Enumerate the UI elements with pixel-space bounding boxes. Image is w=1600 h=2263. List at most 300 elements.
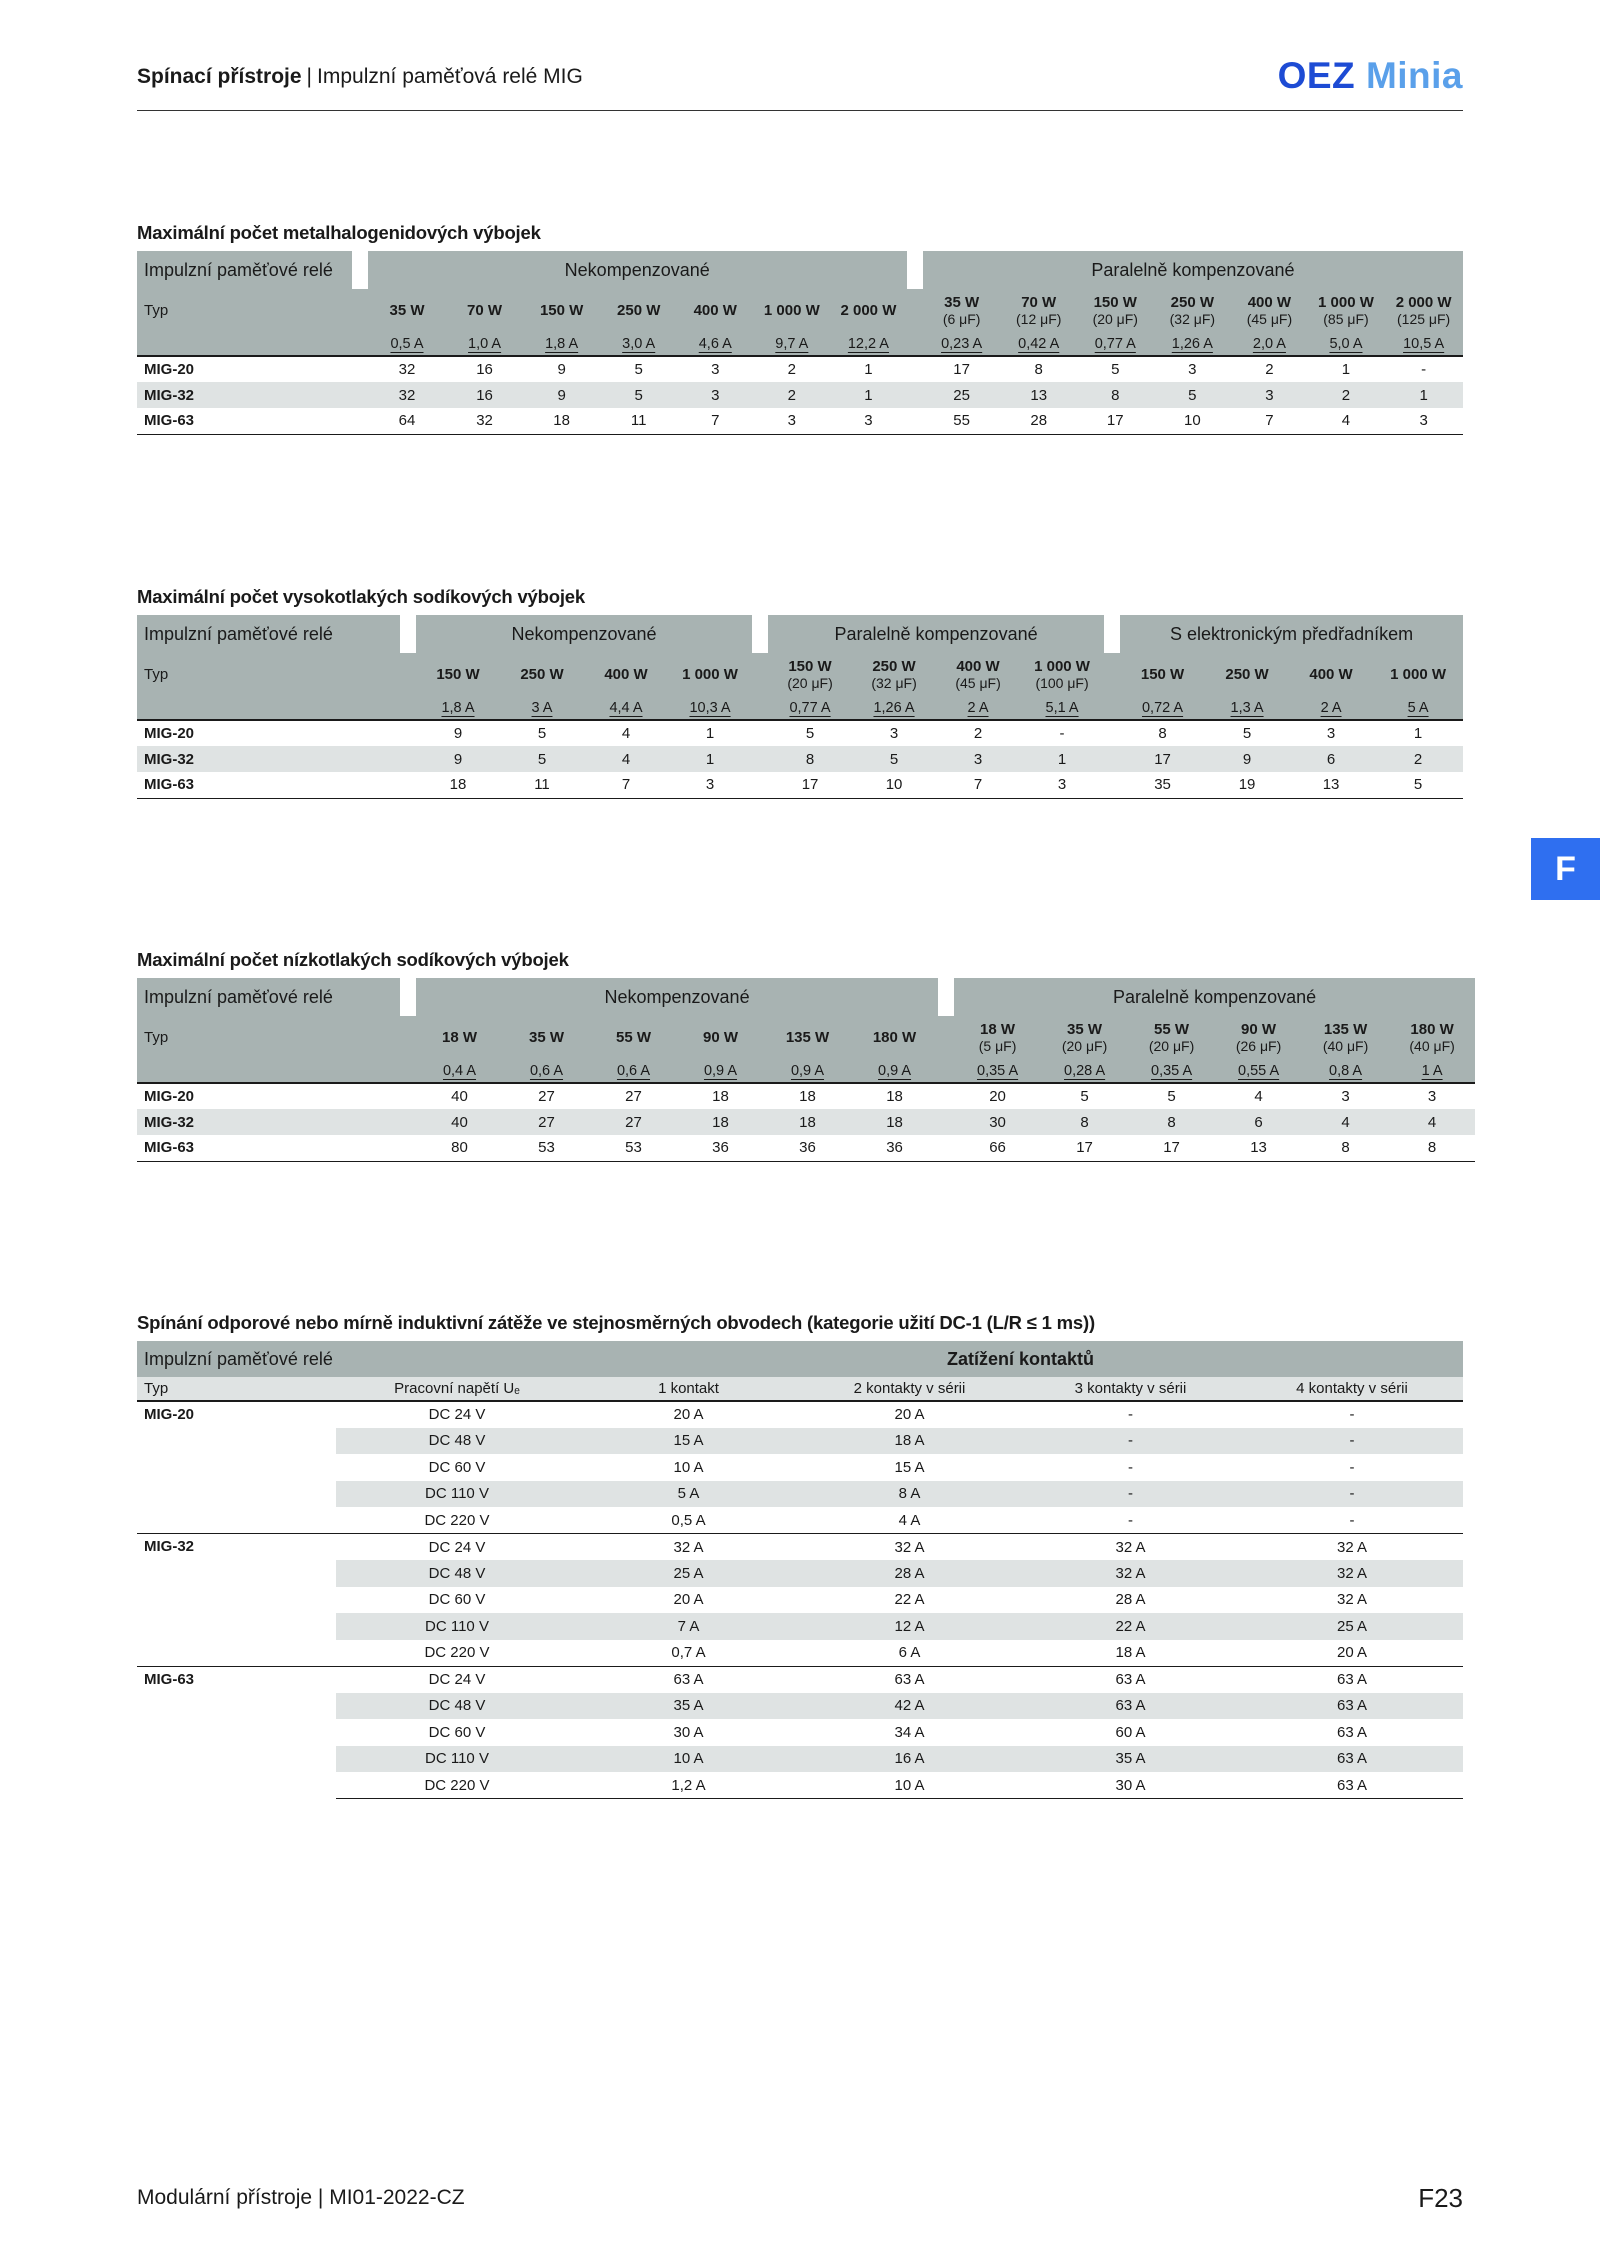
lamp-count: 6 [1289,746,1373,772]
lamp-count: 1 [1020,746,1104,772]
header-bar-row [137,1341,1463,1377]
lamp-power: 150 W [1140,666,1185,683]
lamp-count: 1 [830,382,907,408]
lamp-count: 3 [830,408,907,434]
watt-header [1120,653,1205,696]
type-label: Typ [137,289,352,332]
lamp-power: 2 000 W [840,302,897,319]
watt-header [1373,653,1463,696]
header-bar-row [137,978,1475,1016]
capacitance: (20 μF) [1148,1038,1195,1054]
lamp-count: 32 [398,361,416,378]
contact-current: 63 A [1241,1666,1463,1693]
column-gap [400,1109,416,1135]
contact-current: 20 A [1336,1644,1368,1661]
lamp-count: 53 [590,1135,677,1161]
lamp-count: 5 [1080,1088,1089,1105]
lamp-power: 180 W [872,1029,917,1046]
lamp-count: 27 [538,1088,555,1105]
contact-current: 15 A [894,1458,925,1476]
lamp-count: 36 [677,1135,764,1161]
lamp-count: 1 [864,361,873,378]
column-gap [1104,653,1120,696]
contact-current: 63 A [1020,1666,1241,1693]
watt-header [677,289,754,332]
column-gap [1104,720,1120,746]
lamp-count: 4 [1302,1109,1389,1135]
watt-header-row [137,289,1463,332]
column-gap [400,720,416,746]
lamp-count: 3 [1384,408,1463,434]
contact-current: 16 A [799,1746,1020,1773]
operating-voltage: DC 60 V [428,1458,486,1476]
lamp-count: 5 [1154,382,1232,408]
contact-current: 32 A [1241,1560,1463,1587]
contact-current: 63 A [578,1666,799,1693]
watt-header [668,653,752,696]
lamp-count: 3 [1326,725,1336,742]
lamp-current: 0,28 A [1041,1059,1128,1083]
column-gap [352,332,368,356]
lamp-count: 3 [1341,1088,1350,1105]
lamp-count: 18 [416,772,500,798]
column-gap [1104,746,1120,772]
lamp-power: 1 000 W [1318,294,1374,311]
current-row [137,332,1463,356]
lamp-power: 135 W [785,1029,830,1046]
relay-label: Impulzní paměťové relé [137,251,352,289]
lamp-count: 2 [1373,746,1463,772]
contact-current: 10 A [578,1746,799,1773]
lamp-count: 4 [584,746,668,772]
contact-current: 32 A [1020,1534,1241,1561]
lamp-count: 2 [973,725,983,742]
table-row [137,1746,1463,1773]
lamp-count: 5 [600,382,677,408]
lamp-current: 0,55 A [1215,1059,1302,1083]
column-gap [1104,696,1120,720]
relay-type: MIG-63 [137,1135,400,1161]
dc-header-row [137,1377,1463,1401]
contact-current: - [1128,1511,1133,1529]
lamp-current: 5,0 A [1308,332,1385,356]
lamp-count: 8 [1389,1135,1475,1161]
lamp-current: 1,3 A [1205,696,1289,720]
contact-current: 35 A [1020,1746,1241,1773]
contact-current: - [1349,1406,1355,1424]
lamp-current: 2 A [936,696,1020,720]
contact-current: 30 A [673,1723,704,1741]
lamp-count: 32 [368,382,447,408]
breadcrumb-subtitle: Impulzní paměťová relé MIG [317,65,583,88]
contact-current: 63 A [799,1666,1020,1693]
group-label: Nekompenzované [416,978,938,1016]
lamp-power: 400 W [693,302,737,319]
lamp-current: 5,1 A [1020,696,1104,720]
contact-current: - [1128,1458,1133,1476]
lamp-count: 17 [953,361,970,378]
column-gap [907,382,923,408]
lamp-current: 0,9 A [851,1059,938,1083]
lamp-current: 1,0 A [446,332,523,356]
contact-count-label: 3 kontakty v sérii [1020,1377,1241,1401]
contact-current: 22 A [894,1591,925,1609]
contact-current: 35 A [578,1693,799,1720]
relay-type: MIG-20 [144,361,195,378]
watt-header [503,1016,590,1059]
footer-catalog: Modulární přístroje | MI01-2022-CZ [137,2186,465,2209]
column-gap [400,1083,416,1109]
type-label: Typ [137,1016,400,1059]
operating-voltage: DC 220 V [336,1772,578,1799]
current-row [137,1059,1475,1083]
brand-logo [1278,55,1463,97]
table1-title: Maximální počet metalhalogenidových výbojek [137,222,541,243]
watt-header [851,1016,938,1059]
group-label: Nekompenzované [368,251,907,289]
operating-voltage: DC 220 V [424,1644,490,1661]
operating-voltage: DC 24 V [336,1534,578,1561]
relay-type: MIG-32 [137,1534,336,1667]
lamp-count: 17 [1077,408,1154,434]
lamp-current: 0,6 A [503,1059,590,1083]
lamp-power: 1 000 W [682,666,738,683]
capacitance: (6 μF) [942,311,981,327]
table-row [137,1428,1463,1455]
lamp-power: 55 W [615,1029,651,1046]
voltage-label: Pracovní napětí Uₑ [336,1377,578,1401]
lamp-power: 150 W [1093,294,1137,311]
watt-header [1000,289,1077,332]
lamp-count: 9 [453,725,463,742]
contact-current: - [1349,1511,1355,1529]
watt-header [954,1016,1041,1059]
operating-voltage: DC 110 V [336,1481,578,1508]
table-row [137,772,1463,798]
contact-current: - [1128,1406,1133,1424]
contact-current: 34 A [894,1723,925,1741]
watt-header [584,653,668,696]
watt-header [446,289,523,332]
contact-current: 32 A [1336,1591,1368,1609]
lamp-power: 70 W [1021,294,1057,311]
lamp-power: 18 W [980,1021,1016,1038]
column-gap [352,408,368,434]
lamp-current: 10,5 A [1384,332,1463,356]
relay-label: Impulzní paměťové relé [137,615,400,653]
column-gap [400,746,416,772]
lamp-current: 4,4 A [584,696,668,720]
column-gap [400,1016,416,1059]
contact-current: 32 A [578,1534,799,1561]
column-gap [352,382,368,408]
lamp-current: 0,35 A [954,1059,1041,1083]
column-gap [352,251,368,289]
lamp-power: 35 W [1067,1021,1103,1038]
lamp-count: 13 [1215,1135,1302,1161]
watt-header [1289,653,1373,696]
operating-voltage: DC 48 V [336,1428,578,1455]
contact-current: 63 A [1241,1693,1463,1720]
lamp-count: 5 [1111,361,1120,378]
column-gap [907,356,923,382]
lamp-count: 19 [1205,772,1289,798]
lamp-count: 1 [1384,382,1463,408]
lamp-current: 2 A [1289,696,1373,720]
metal-halide-table [137,251,1463,435]
relay-label: Impulzní paměťové relé [137,978,400,1016]
lamp-count: 5 [852,746,936,772]
lamp-count: 9 [557,361,566,378]
column-gap [907,408,923,434]
contact-current: 30 A [1020,1772,1241,1799]
current-row [137,696,1463,720]
lamp-count: 7 [677,408,754,434]
watt-header [1041,1016,1128,1059]
watt-header-row [137,1016,1475,1059]
lamp-count: 1 [1341,361,1351,378]
contact-current: 5 A [578,1481,799,1508]
contact-current: 18 A [799,1428,1020,1455]
lamp-count: 7 [584,772,668,798]
contact-current: 20 A [894,1406,925,1424]
lamp-count: 10 [852,772,936,798]
lamp-count: 8 [1077,382,1154,408]
capacitance: (45 μF) [955,675,1001,691]
capacitance: (32 μF) [1169,311,1216,327]
lamp-current: 3,0 A [600,332,677,356]
capacitance: (40 μF) [1409,1038,1455,1054]
watt-header [764,1016,851,1059]
lamp-count: 30 [954,1109,1041,1135]
contact-current: - [1241,1481,1463,1508]
capacitance: (125 μF) [1397,311,1451,327]
contact-current: 6 A [898,1644,921,1661]
column-gap [1104,615,1120,653]
capacitance: (20 μF) [787,675,833,691]
lamp-power: 250 W [617,302,661,319]
column-gap [752,720,768,746]
type-label: Typ [137,1377,336,1401]
lamp-count: 5 [1373,772,1463,798]
lamp-count: 18 [886,1088,903,1105]
column-gap [752,696,768,720]
lamp-current: 2,0 A [1231,332,1308,356]
lamp-current: 0,72 A [1120,696,1205,720]
watt-header [754,289,831,332]
capacitance: (85 μF) [1323,311,1369,327]
watt-header [830,289,907,332]
lamp-power: 180 W [1410,1021,1454,1038]
capacitance: (40 μF) [1322,1038,1369,1054]
lamp-count: 3 [889,725,899,742]
watt-header [1302,1016,1389,1059]
lamp-count: 6 [1215,1109,1302,1135]
lamp-count: 13 [1000,382,1077,408]
lamp-count: 27 [625,1088,642,1105]
lamp-count: 40 [451,1088,468,1105]
watt-header [852,653,936,696]
lamp-power: 35 W [528,1029,564,1046]
lamp-power: 90 W [702,1029,738,1046]
lamp-current: 4,6 A [677,332,754,356]
column-gap [400,696,416,720]
lamp-power: 150 W [788,658,832,675]
contact-current: 63 A [1241,1746,1463,1773]
table-row [137,356,1463,382]
column-gap [938,1135,954,1161]
lamp-count: 3 [1231,382,1308,408]
table-row [137,1560,1463,1587]
contact-current: 63 A [1241,1772,1463,1799]
lamp-count: 18 [799,1088,816,1105]
table-row [137,1109,1475,1135]
operating-voltage: DC 60 V [428,1723,486,1741]
lamp-count: 3 [711,361,720,378]
lamp-power: 250 W [1170,294,1215,311]
operating-voltage: DC 110 V [336,1613,578,1640]
contact-current: 4 A [898,1511,921,1529]
lamp-count: 5 [634,361,643,378]
lamp-power: 18 W [441,1029,477,1046]
operating-voltage: DC 24 V [336,1666,578,1693]
breadcrumb-section: Spínací přístroje [137,65,302,88]
table-row [137,1401,1463,1428]
lamp-current: 0,9 A [764,1059,851,1083]
lamp-count: 2 [1265,361,1274,378]
lamp-count: 4 [1308,408,1385,434]
current-row-label [137,696,400,720]
lamp-current: 0,77 A [768,696,852,720]
lamp-count: - [1421,361,1427,378]
lamp-count: 16 [446,382,523,408]
lamp-current: 0,35 A [1128,1059,1215,1083]
header-bar-row [137,251,1463,289]
lamp-count: 10 [1154,408,1232,434]
contact-current: - [1020,1428,1241,1455]
lamp-power: 55 W [1154,1021,1190,1038]
table-row [137,720,1463,746]
watt-header [677,1016,764,1059]
lamp-power: 1 000 W [1390,666,1446,683]
lamp-current: 0,77 A [1077,332,1154,356]
contact-current: - [1349,1458,1355,1476]
operating-voltage: DC 110 V [336,1746,578,1773]
lamp-count: 4 [621,725,631,742]
lamp-count: 2 [1308,382,1385,408]
contact-count-label: 4 kontakty v sérii [1241,1377,1463,1401]
lamp-count: 18 [523,408,601,434]
lamp-count: 35 [1120,772,1205,798]
lamp-count: 3 [668,772,752,798]
table-row [137,1772,1463,1799]
column-gap [752,653,768,696]
lamp-current: 5 A [1373,696,1463,720]
operating-voltage: DC 24 V [428,1406,486,1424]
operating-voltage: DC 48 V [336,1693,578,1720]
watt-header [1389,1016,1475,1059]
relay-type: MIG-32 [137,382,352,408]
lamp-current: 10,3 A [668,696,752,720]
lamp-power: 2 000 W [1395,294,1452,311]
contact-current: 22 A [1020,1613,1241,1640]
lamp-count: 8 [1128,1109,1215,1135]
lamp-power: 70 W [467,302,503,319]
lamp-count: 36 [851,1135,938,1161]
contact-current: 25 A [1241,1613,1463,1640]
lamp-count: 66 [954,1135,1041,1161]
lamp-count: 18 [677,1109,764,1135]
table-row [137,1666,1463,1693]
table-row [137,1135,1475,1161]
contact-current: 32 A [1241,1534,1463,1561]
lamp-count: 3 [1020,772,1104,798]
contact-count-label: 2 kontakty v sérii [799,1377,1020,1401]
watt-header [1077,289,1154,332]
watt-header [600,289,677,332]
lamp-count: 7 [936,772,1020,798]
lamp-power: 90 W [1241,1021,1277,1038]
table-row [137,1719,1463,1746]
column-gap [938,1059,954,1083]
lamp-count: 8 [1041,1109,1128,1135]
lamp-count: 4 [1389,1109,1475,1135]
lamp-current: 1 A [1389,1059,1475,1083]
lamp-count: 55 [923,408,1001,434]
relay-type: MIG-63 [137,1666,336,1799]
lamp-count: 1 [668,746,752,772]
capacitance: (32 μF) [871,675,917,691]
brand-oez: OEZ [1277,55,1356,96]
lamp-count: 18 [764,1109,851,1135]
watt-header-row [137,653,1463,696]
table-row [137,1454,1463,1481]
relay-type: MIG-63 [137,772,400,798]
contact-current: 18 A [1115,1644,1146,1661]
lamp-power: 35 W [389,302,425,319]
lamp-count: 3 [936,746,1020,772]
lamp-count: 13 [1289,772,1373,798]
lamp-count: 17 [768,772,852,798]
capacitance: (5 μF) [978,1038,1017,1054]
operating-voltage: DC 220 V [424,1511,490,1529]
table-row [137,408,1463,434]
table-row [137,1613,1463,1640]
current-row-label [137,332,352,356]
watt-header [416,1016,503,1059]
contact-current: 10 A [673,1458,704,1476]
lamp-current: 1,8 A [416,696,500,720]
watt-header [1384,289,1463,332]
lamp-count: 20 [989,1088,1006,1105]
contact-current: 28 A [1115,1591,1146,1609]
watt-header [1128,1016,1215,1059]
table3-title: Maximální počet nízkotlakých sodíkových výbojek [137,949,569,970]
operating-voltage: DC 60 V [428,1591,486,1609]
lamp-current: 1,26 A [852,696,936,720]
column-gap [907,332,923,356]
relay-type: MIG-20 [144,1088,195,1105]
lamp-power: 250 W [1225,666,1269,683]
column-gap [752,746,768,772]
watt-header [768,653,852,696]
lamp-power: 400 W [604,666,648,683]
lamp-power: 1 000 W [763,302,820,319]
brand-minia: Minia [1365,55,1463,96]
lamp-count: 32 [446,408,523,434]
lamp-current: 0,5 A [368,332,447,356]
contact-current: 28 A [799,1560,1020,1587]
